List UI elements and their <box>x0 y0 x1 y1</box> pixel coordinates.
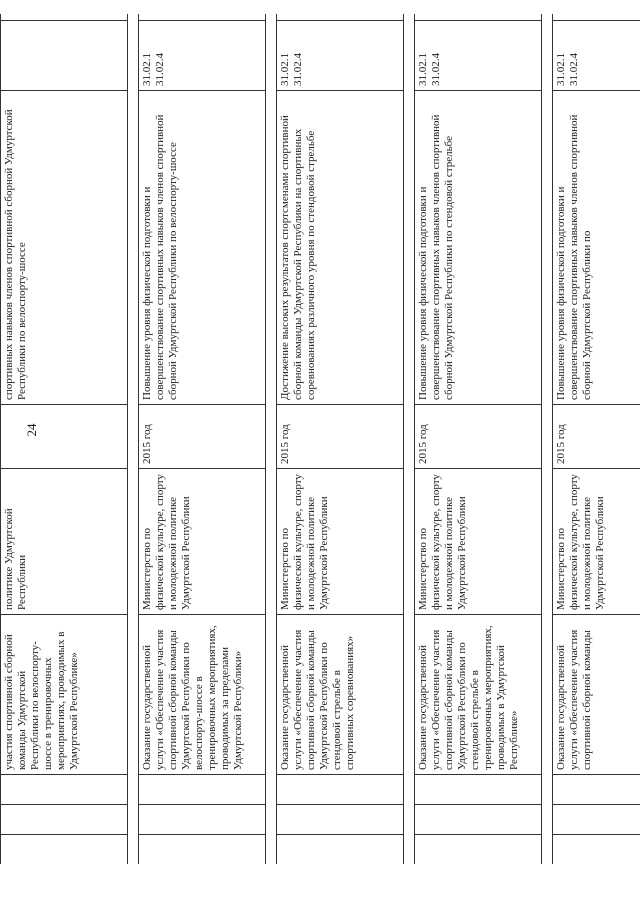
empty-cell <box>553 804 640 834</box>
year-cell: 2015 год <box>277 404 403 468</box>
result-cell: Повышение уровня физической подготовки и совершенствование спортивных навыков членов спортивной сборной Удмуртской Республики по стендовой стрельбе <box>415 90 541 404</box>
empty-cell <box>277 834 403 864</box>
table-row <box>552 14 640 864</box>
empty-cell <box>1 804 127 834</box>
codes-cell: 31.02.1 31.02.4 <box>277 20 403 90</box>
year-cell: 2015 год <box>415 404 541 468</box>
authority-cell: Министерство по физической культуре, спорту и молодежной политике Удмуртской Республики <box>553 468 640 614</box>
empty-cell <box>277 804 403 834</box>
table-row <box>0 14 128 864</box>
result-cell: Повышение уровня физической подготовки и совершенствование спортивных навыков членов спортивной сборной Удмуртской Республики по <box>553 90 640 404</box>
service-cell: участия спортивной сборной команды Удмуртской Республики по велоспорту-шоссе в тренировочных мероприятиях, проводимых в Удмуртской Республике» <box>1 614 127 774</box>
service-cell: Оказание государственной услуги «Обеспечение участия спортивной сборной команды Удмуртской Республики по стендовой стрельбе в спортивных соревнованиях» <box>277 614 403 774</box>
service-cell: Оказание государственной услуги «Обеспечение участия спортивной сборной команды Удмуртской Республики по велоспорту-шоссе в тренировочных мероприятиях, проводимых за пределами Удмуртской Республики» <box>139 614 265 774</box>
empty-cell <box>139 804 265 834</box>
result-cell: Повышение уровня физической подготовки и совершенствование спортивных навыков членов спортивной сборной Удмуртской Республики по велоспорту-шоссе <box>139 90 265 404</box>
codes-cell: 31.02.1 31.02.4 <box>139 20 265 90</box>
year-cell: 2015 год <box>139 404 265 468</box>
result-cell: спортивных навыков членов спортивной сборной Удмуртской Республики по велоспорту-шоссе <box>1 90 127 404</box>
authority-cell: Министерство по физической культуре, спорту и молодежной политике Удмуртской Республики <box>277 468 403 614</box>
service-cell: Оказание государственной услуги «Обеспечение участия спортивной сборной команды Удмуртской Республики по стендовой стрельбе в тренировочных мероприятиях, проводимых в Удмуртской Республике» <box>415 614 541 774</box>
empty-cell <box>139 774 265 804</box>
year-cell <box>1 404 127 468</box>
year-cell: 2015 год <box>553 404 640 468</box>
empty-cell <box>277 774 403 804</box>
table-row <box>414 14 542 864</box>
empty-cell <box>553 774 640 804</box>
page-number: 24 <box>24 423 39 437</box>
codes-cell <box>1 20 127 90</box>
authority-cell: Министерство по физической культуре, спорту и молодежной политике Удмуртской Республики <box>139 468 265 614</box>
empty-cell <box>415 774 541 804</box>
empty-cell <box>415 834 541 864</box>
codes-cell: 31.02.1 31.02.4 <box>415 20 541 90</box>
empty-cell <box>553 834 640 864</box>
result-cell: Достижение высоких результатов спортсменами спортивной сборной команды Удмуртской Республики на спортивных соревнованиях различного уровня по стендовой стрельбе <box>277 90 403 404</box>
codes-cell: 31.02.1 31.02.4 <box>553 20 640 90</box>
empty-cell <box>139 834 265 864</box>
empty-cell <box>415 804 541 834</box>
empty-cell <box>1 834 127 864</box>
empty-cell <box>1 774 127 804</box>
authority-cell: политике Удмуртской Республики <box>1 468 127 614</box>
authority-cell: Министерство по физической культуре, спорту и молодежной политике Удмуртской Республики <box>415 468 541 614</box>
service-cell: Оказание государственной услуги «Обеспечение участия спортивной сборной команды <box>553 614 640 774</box>
table-row <box>138 14 266 864</box>
table-row <box>276 14 404 864</box>
